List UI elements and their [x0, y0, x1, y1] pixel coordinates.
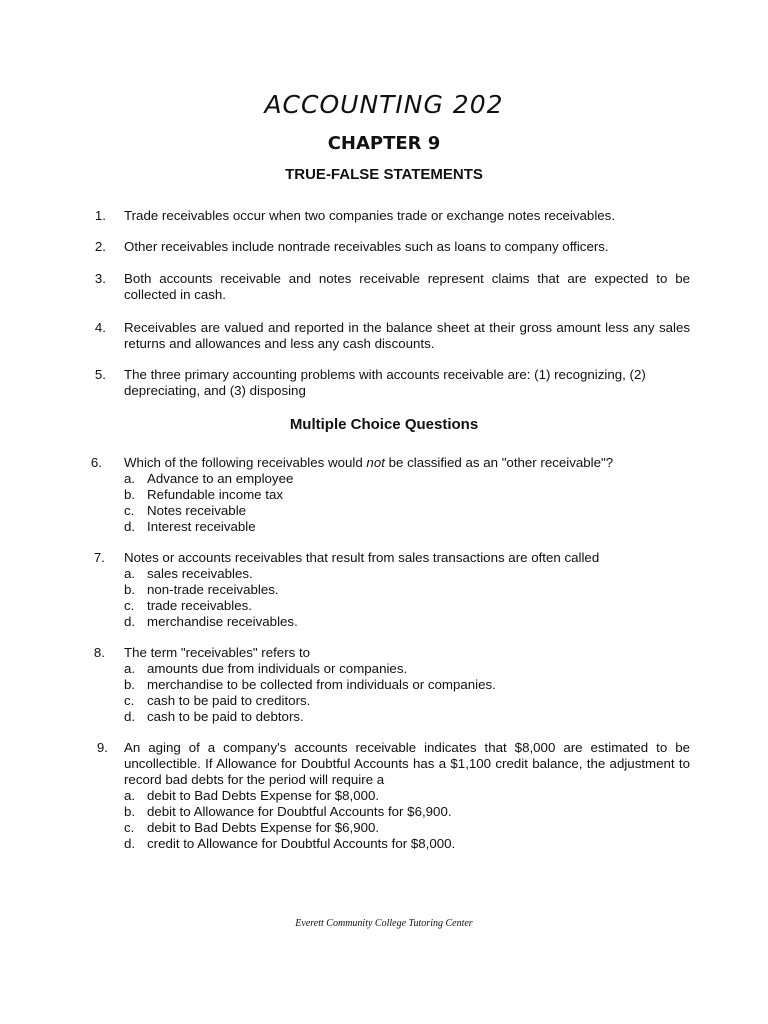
- page-footer: Everett Community College Tutoring Center: [295, 918, 473, 929]
- question-number: 3.: [94, 271, 106, 286]
- multiple-choice-heading: Multiple Choice Questions: [289, 416, 479, 433]
- question-text: Notes or accounts receivables that result from sales transactions are often called: [124, 550, 600, 565]
- option-c: c. debit to Bad Debts Expense for $6,900.: [124, 820, 380, 835]
- option-a: a. Advance to an employee: [124, 471, 294, 486]
- option-list: [124, 471, 690, 535]
- option-a: a. amounts due from individuals or companies.: [124, 661, 408, 676]
- document-title: ACCOUNTING 202: [264, 90, 504, 119]
- option-b: b. non-trade receivables.: [124, 582, 279, 597]
- option-d: d. Interest receivable: [124, 519, 256, 534]
- option-c: c. cash to be paid to creditors.: [124, 693, 311, 708]
- question-number: 6.: [90, 455, 102, 470]
- option-b: b. Refundable income tax: [124, 487, 284, 502]
- option-d: d. merchandise receivables.: [124, 614, 298, 629]
- option-a: a. sales receivables.: [124, 566, 253, 581]
- option-d: d. credit to Allowance for Doubtful Accounts for $8,000.: [124, 836, 456, 851]
- question-text: Trade receivables occur when two companies trade or exchange notes receivables.: [124, 208, 616, 223]
- question-text: Both accounts receivable and notes receivable represent claims that are expected to be collected in cash.: [124, 271, 690, 302]
- option-a: a. debit to Bad Debts Expense for $8,000.: [124, 788, 380, 803]
- question-text: Receivables are valued and reported in the balance sheet at their gross amount less any sales returns and allowances and less any cash discounts.: [124, 320, 690, 351]
- question-text: Other receivables include nontrade receivables such as loans to company officers.: [124, 239, 609, 254]
- option-c: c. Notes receivable: [124, 503, 247, 518]
- option-c: c. trade receivables.: [124, 598, 252, 613]
- question-number: 4.: [94, 320, 106, 335]
- option-list: [124, 566, 690, 630]
- question-number: 2.: [94, 239, 106, 254]
- question-number: 7.: [93, 550, 105, 565]
- question-number: 9.: [96, 740, 108, 755]
- option-list: [124, 661, 690, 725]
- option-b: b. debit to Allowance for Doubtful Accounts for $6,900.: [124, 804, 452, 819]
- question-number: 1.: [94, 208, 106, 223]
- question-text: The three primary accounting problems with accounts receivable are: (1) recognizing, (2) depreciating, and (3) disposing: [124, 367, 646, 398]
- question-text: Which of the following receivables would not be classified as an "other receivable"?: [124, 455, 614, 470]
- option-d: d. cash to be paid to debtors.: [124, 709, 304, 724]
- question-text: The term "receivables" refers to: [124, 645, 311, 660]
- question-number: 5.: [94, 367, 106, 382]
- true-false-heading: TRUE-FALSE STATEMENTS: [285, 166, 483, 183]
- question-number: 8.: [93, 645, 105, 660]
- option-list: [124, 788, 690, 852]
- option-b: b. merchandise to be collected from individuals or companies.: [124, 677, 496, 692]
- emphasis-not: not: [366, 455, 385, 470]
- question-text: An aging of a company's accounts receivable indicates that $8,000 are estimated to be uncollectible. If Allowance for Doubtful Accounts has a $1,100 credit balance, the adjustment to record bad debts for the period will require a: [124, 740, 690, 787]
- chapter-heading: CHAPTER 9: [327, 133, 441, 154]
